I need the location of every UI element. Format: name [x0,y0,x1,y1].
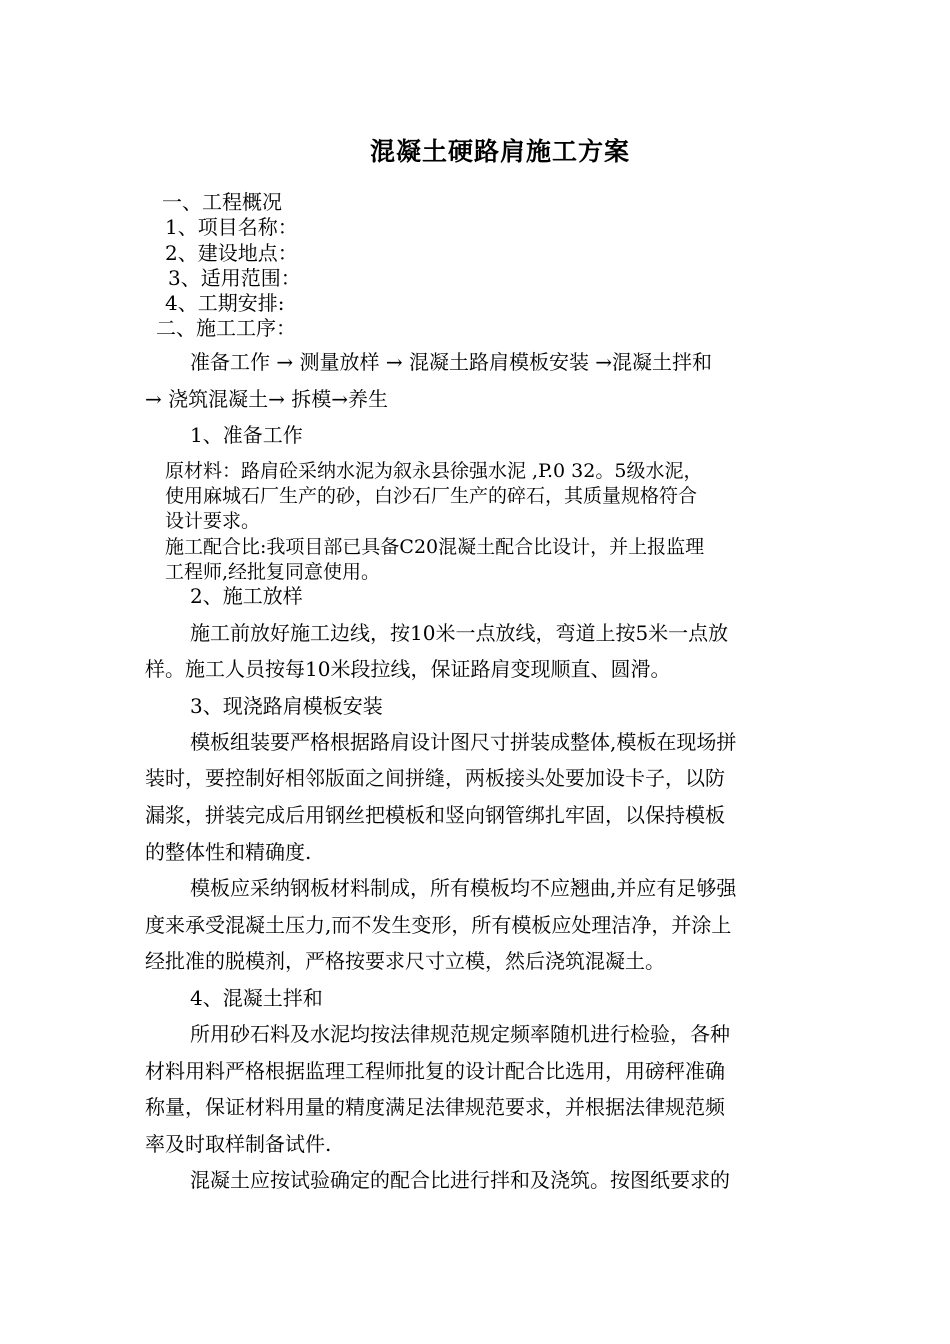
subheading-mixing: 4、混凝土拌和 [190,986,323,1010]
item-site-location: 2、建设地点： [165,241,298,265]
formwork-para1-line-2: 装时，要控制好相邻版面之间拼缝，两板接头处要加设卡子，以防 [145,766,725,790]
subheading-preparation: 1、准备工作 [190,423,303,447]
materials-line-1: 原材料：路肩砼采纳水泥为叙永县徐强水泥 ,P.0 32。5级水泥， [165,460,703,482]
layout-para-line-1: 施工前放好施工边线，按10米一点放线，弯道上按5米一点放 [190,621,729,645]
item-scope: 3、适用范围： [168,266,301,290]
process-flow-line-1: 准备工作 → 测量放样 → 混凝土路肩模板安装 →混凝土拌和 [190,350,713,374]
formwork-para1-line-3: 漏浆，拼装完成后用钢丝把模板和竖向钢管绑扎牢固，以保持模板 [145,803,725,827]
formwork-para2-line-3: 经批准的脱模剂，严格按要求尺寸立模，然后浇筑混凝土。 [145,949,665,973]
process-flow-line-2: → 浇筑混凝土→ 拆模→养生 [145,387,388,411]
section-heading-overview: 一、工程概况 [162,190,282,214]
formwork-para1-line-1: 模板组装要严格根据路肩设计图尺寸拼装成整体,模板在现场拼 [190,730,737,754]
item-schedule: 4、工期安排: [165,291,285,315]
materials-line-3: 设计要求。 [165,510,261,532]
mixing-para2-line-1: 混凝土应按试验确定的配合比进行拌和及浇筑。按图纸要求的 [190,1168,730,1192]
mixing-para1-line-1: 所用砂石料及水泥均按法律规范规定频率随机进行检验，各种 [190,1022,730,1046]
item-project-name: 1、项目名称： [165,215,298,239]
mixing-para1-line-3: 称量，保证材料用量的精度满足法律规范要求，并根据法律规范频 [145,1095,725,1119]
formwork-para1-line-4: 的整体性和精确度. [145,840,312,864]
subheading-layout: 2、施工放样 [190,584,303,608]
document-title: 混凝土硬路肩施工方案 [369,137,630,166]
mix-ratio-line-2: 工程师,经批复同意使用。 [165,561,381,583]
materials-line-2: 使用麻城石厂生产的砂，白沙石厂生产的碎石，其质量规格符合 [165,485,698,507]
layout-para-line-2: 样。施工人员按每10米段拉线，保证路肩变现顺直、圆滑。 [145,657,671,681]
mixing-para1-line-4: 率及时取样制备试件. [145,1132,332,1156]
formwork-para2-line-2: 度来承受混凝土压力,而不发生变形，所有模板应处理洁净，并涂上 [145,913,732,937]
subheading-formwork: 3、现浇路肩模板安装 [190,694,383,718]
formwork-para2-line-1: 模板应采纳钢板材料制成，所有模板均不应翘曲,并应有足够强 [190,876,737,900]
mixing-para1-line-2: 材料用料严格根据监理工程师批复的设计配合比选用，用磅秤准确 [145,1059,725,1083]
section-heading-process: 二、施工工序： [156,316,296,340]
mix-ratio-line-1: 施工配合比:我项目部已具备C20混凝土配合比设计，并上报监理 [165,536,705,558]
